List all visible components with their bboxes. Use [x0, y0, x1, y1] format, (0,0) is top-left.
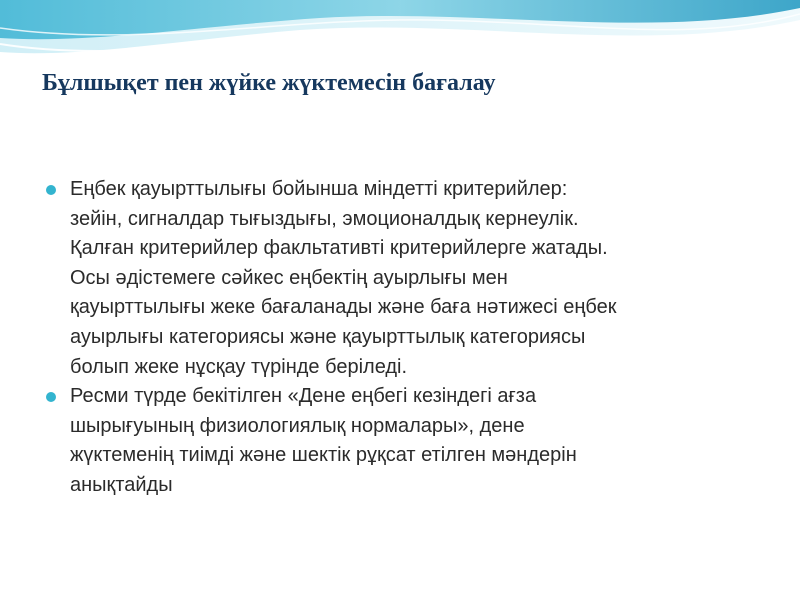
bullet-text-line: ауырлығы категориясы және қауырттылық категориясы: [70, 325, 586, 348]
bullet-text-line: қауырттылығы жеке бағаланады және баға нәтижесі еңбек: [70, 296, 617, 319]
bullet-text-line: жүктеменің тиімді және шектік рұқсат етілген мәндерін: [70, 444, 577, 467]
bullet-list: [46, 175, 746, 501]
bullet-text-line: Осы әдістемеге сәйкес еңбектің ауырлығы мен: [70, 266, 508, 289]
bullet-text-line: болып жеке нұсқау түрінде беріледі.: [70, 355, 408, 378]
slide-title: Бұлшықет пен жүйке жүктемесін бағалау: [42, 70, 496, 96]
bullet-dot-icon: [46, 392, 56, 402]
bullet-item: [46, 175, 746, 382]
bullet-dot-icon: [46, 185, 56, 195]
bullet-text-line: зейін, сигналдар тығыздығы, эмоционалдық кернеулік.: [70, 207, 579, 230]
bullet-text-line: Ресми түрде бекітілген «Дене еңбегі кезіндегі ағза: [70, 385, 537, 408]
bullet-text-line: Еңбек қауырттылығы бойынша міндетті критерийлер:: [70, 178, 568, 200]
bullet-item: [46, 382, 746, 500]
bullet-text-line: Қалған критерийлер факльтативті критерийлерге жатады.: [70, 237, 608, 260]
bullet-text-line: шырығуының физиологиялық нормалары», дене: [70, 414, 525, 437]
bullet-text-line: анықтайды: [70, 473, 173, 496]
